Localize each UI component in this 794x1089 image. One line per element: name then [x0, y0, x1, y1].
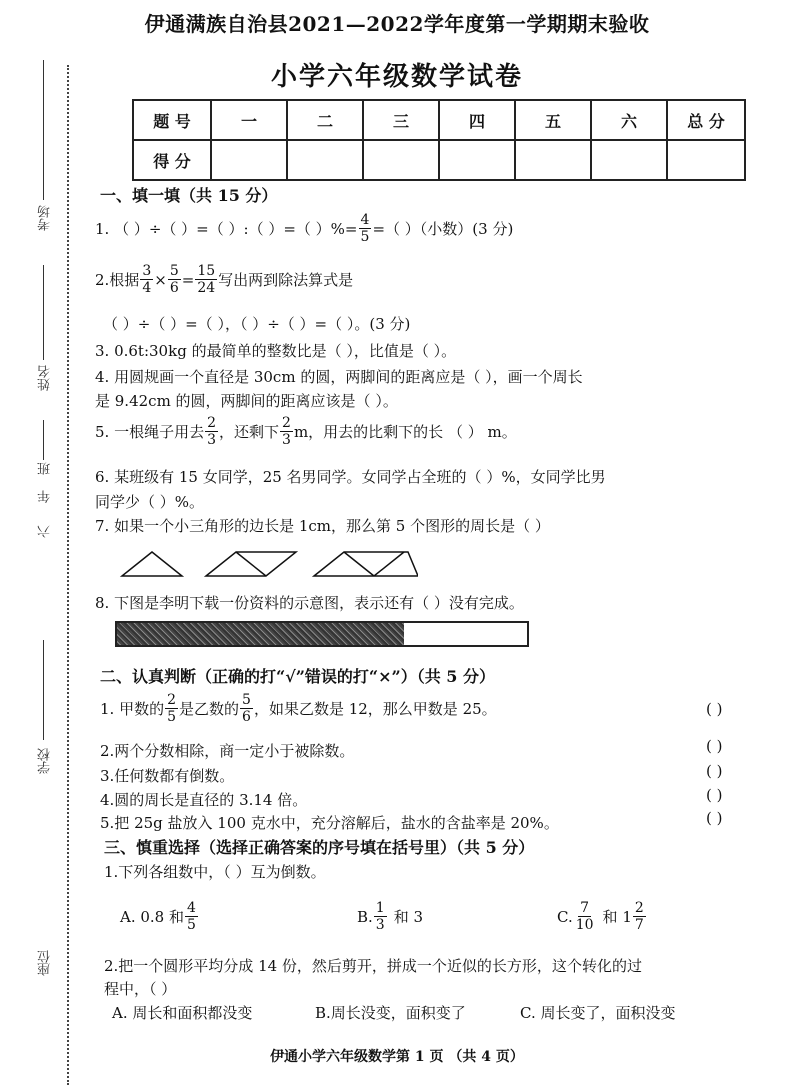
- frac-den: 4: [142, 280, 152, 296]
- option-c-frac: [574, 900, 596, 933]
- figure-3-trapezoid: [314, 552, 418, 576]
- s2-q1-text-c: ，如果乙数是 12，那么甲数是 25。: [253, 700, 497, 718]
- s1-q7: 7. 如果一个小三角形的边长是 1cm，那么第 5 个图形的周长是（ ）: [95, 517, 550, 535]
- figure-3-divider-1: [344, 552, 374, 576]
- option-b-frac: [374, 900, 387, 933]
- s1-q5-text-b: ，还剩下: [219, 423, 280, 441]
- frac-den: 24: [197, 280, 216, 296]
- score-header-total: 总 分: [667, 100, 745, 140]
- s1-q8: 8. 下图是李明下载一份资料的示意图，表示还有（ ）没有完成。: [95, 594, 524, 612]
- frac-den: 3: [207, 432, 217, 448]
- s2-q1-text-a: 1. 甲数的: [100, 700, 165, 718]
- score-header-6: 六: [591, 100, 667, 140]
- score-table: [132, 99, 746, 181]
- s1-q4-line2: 是 9.42cm 的圆，两脚间的距离应该是（ ）。: [95, 392, 398, 410]
- option-b-text-a: B.: [357, 907, 373, 926]
- frac-num: 1: [375, 900, 385, 916]
- figure-1-triangle: [122, 552, 182, 576]
- s2-q2: 2.两个分数相除，商一定小于被除数。: [100, 742, 355, 760]
- score-cell-6[interactable]: [591, 140, 667, 180]
- s2-q4: 4.圆的周长是直径的 3.14 倍。: [100, 791, 308, 809]
- class-line: [43, 420, 44, 460]
- s2-q1-answer[interactable]: ( ): [706, 700, 723, 718]
- school-line: [43, 640, 44, 740]
- figure-2-divider: [236, 552, 266, 576]
- s1-q5-text-c: m，用去的比剩下的长 （ ） m。: [293, 423, 517, 441]
- s3-q1: 1.下列各组数中，（ ）互为倒数。: [104, 863, 326, 881]
- s2-q3: 3.任何数都有倒数。: [100, 767, 235, 785]
- score-header-1: 一: [211, 100, 287, 140]
- download-progress-bar: [115, 621, 529, 647]
- s2-q1-frac2: [240, 692, 253, 725]
- frac-num: 5: [169, 263, 179, 279]
- score-header-5: 五: [515, 100, 591, 140]
- s1-q5-frac1: [205, 415, 218, 448]
- s1-q2-frac2: [168, 263, 181, 296]
- s1-q4-line1: 4. 用圆规画一个直径是 30cm 的圆，两脚间的距离应是（ ），画一个周长: [95, 368, 583, 386]
- score-cell-2[interactable]: [287, 140, 363, 180]
- option-c-text-a: C.: [557, 907, 573, 926]
- s1-q2-text-b: 写出两到除法算式是: [218, 271, 354, 289]
- score-cell-4[interactable]: [439, 140, 515, 180]
- frac-den: 5: [187, 917, 196, 933]
- s1-q2-frac1: [140, 263, 153, 296]
- option-a-frac: [185, 900, 198, 933]
- frac-num: 2: [282, 415, 291, 431]
- s2-q1-frac1: [165, 692, 178, 725]
- frac-num: 4: [187, 900, 196, 916]
- option-a-text: A. 0.8 和: [120, 908, 184, 926]
- s1-q6-line2: 同学少（ ）%。: [95, 493, 205, 511]
- s1-q1: [95, 212, 513, 245]
- exam-room-label: 考场: [38, 205, 53, 231]
- name-label: 姓名: [38, 365, 53, 391]
- seat-label: 座位: [38, 950, 53, 976]
- frac-den: 6: [242, 709, 251, 725]
- score-cell-5[interactable]: [515, 140, 591, 180]
- frac-den: 3: [282, 432, 291, 448]
- section2-heading: 二、认真判断（正确的打“√”错误的打“×”）（共 5 分）: [100, 667, 496, 686]
- s2-q4-answer[interactable]: ( ): [706, 786, 723, 804]
- s1-q3: 3. 0.6t:30kg 的最简单的整数比是（ ），比值是（ ）。: [95, 342, 457, 360]
- score-header-4: 四: [439, 100, 515, 140]
- frac-den: 7: [634, 917, 644, 933]
- frac-den: 5: [360, 229, 370, 245]
- score-cell-total[interactable]: [667, 140, 745, 180]
- frac-den: 3: [375, 917, 385, 933]
- frac-den: 10: [575, 917, 594, 933]
- s2-q1-text-b: 是乙数的: [179, 700, 240, 718]
- page-footer: 伊通小学六年级数学第 1 页 （共 4 页）: [270, 1049, 524, 1065]
- frac-num: 3: [142, 263, 152, 279]
- grade-label: 年: [38, 490, 53, 503]
- score-row-label: 得 分: [133, 140, 211, 180]
- name-line: [43, 265, 44, 360]
- s3-q2-line2: 程中，（ ）: [104, 980, 177, 998]
- score-header-label: 题 号: [133, 100, 211, 140]
- s1-q5-frac2: [280, 415, 293, 448]
- s3-q2-option-c[interactable]: C. 周长变了，面积没变: [520, 1004, 676, 1022]
- frac-num: 2: [167, 692, 177, 708]
- score-header-3: 三: [363, 100, 439, 140]
- s3-q1-option-a[interactable]: [120, 900, 199, 933]
- s1-q1-text-a: 1. （ ）÷（ ）=（ ）:（ ）=（ ）%=: [95, 220, 358, 238]
- option-c-frac2: [633, 900, 646, 933]
- triangle-figures: [118, 548, 418, 580]
- frac-num: 5: [242, 692, 251, 708]
- school-label: 学校: [38, 748, 53, 774]
- s3-q2-line1: 2.把一个圆形平均分成 14 份，然后剪开，拼成一个近似的长方形，这个转化的过: [104, 957, 642, 975]
- class-label: 班: [38, 462, 53, 475]
- s1-q5-text-a: 5. 一根绳子用去: [95, 423, 205, 441]
- grade-number: 六: [38, 525, 53, 538]
- frac-num: 4: [360, 212, 370, 228]
- s2-q1: [100, 692, 497, 725]
- frac-den: 5: [167, 709, 177, 725]
- s1-q2-text-a: 2.根据: [95, 271, 140, 289]
- s2-q2-answer[interactable]: ( ): [706, 737, 723, 755]
- frac-num: 2: [207, 415, 217, 431]
- s3-q2-option-a[interactable]: A. 周长和面积都没变: [112, 1004, 253, 1022]
- frac-num: 15: [197, 263, 216, 279]
- frac-num: 7: [580, 900, 590, 916]
- s1-q6-line1: 6. 某班级有 15 女同学，25 名男同学。女同学占全班的（ ）%，女同学比男: [95, 468, 606, 486]
- equals-sign: =: [181, 270, 195, 289]
- s1-q1-fraction: [359, 212, 372, 245]
- score-header-2: 二: [287, 100, 363, 140]
- score-cell-1[interactable]: [211, 140, 287, 180]
- s1-q2: [95, 263, 353, 296]
- s2-q5-answer[interactable]: ( ): [706, 809, 723, 827]
- s1-q5: [95, 415, 517, 448]
- s3-q2-option-b[interactable]: B.周长没变，面积变了: [315, 1004, 466, 1022]
- s1-q2-frac3: [195, 263, 217, 296]
- s2-q3-answer[interactable]: ( ): [706, 762, 723, 780]
- binding-dotted-line: [67, 65, 69, 1085]
- s3-q1-option-c[interactable]: [557, 900, 647, 933]
- s2-q5: 5.把 25g 盐放入 100 克水中，充分溶解后，盐水的含盐率是 20%。: [100, 814, 559, 832]
- s3-q1-option-b[interactable]: [357, 900, 423, 933]
- score-cell-3[interactable]: [363, 140, 439, 180]
- exam-header: 伊通满族自治县2021—2022学年度第一学期期末验收: [144, 12, 650, 36]
- option-b-text-b: 和 3: [393, 908, 424, 926]
- frac-num: 2: [634, 900, 644, 916]
- frac-den: 6: [169, 280, 179, 296]
- download-progress-fill: [117, 623, 404, 645]
- section3-heading: 三、慎重选择（选择正确答案的序号填在括号里）（共 5 分）: [104, 838, 535, 857]
- option-c-text-b: 和 1: [602, 908, 632, 926]
- s1-q1-text-b: =（ ）（小数）(3 分): [372, 220, 514, 238]
- section1-heading: 一、填一填（共 15 分）: [100, 186, 278, 205]
- times-sign: ×: [154, 270, 167, 289]
- exam-title: 小学六年级数学试卷: [270, 62, 523, 92]
- s1-q2-line2: （ ）÷（ ）=（ ），（ ）÷（ ）=（ ）。(3 分): [103, 315, 411, 333]
- figure-3-divider-2: [374, 552, 404, 576]
